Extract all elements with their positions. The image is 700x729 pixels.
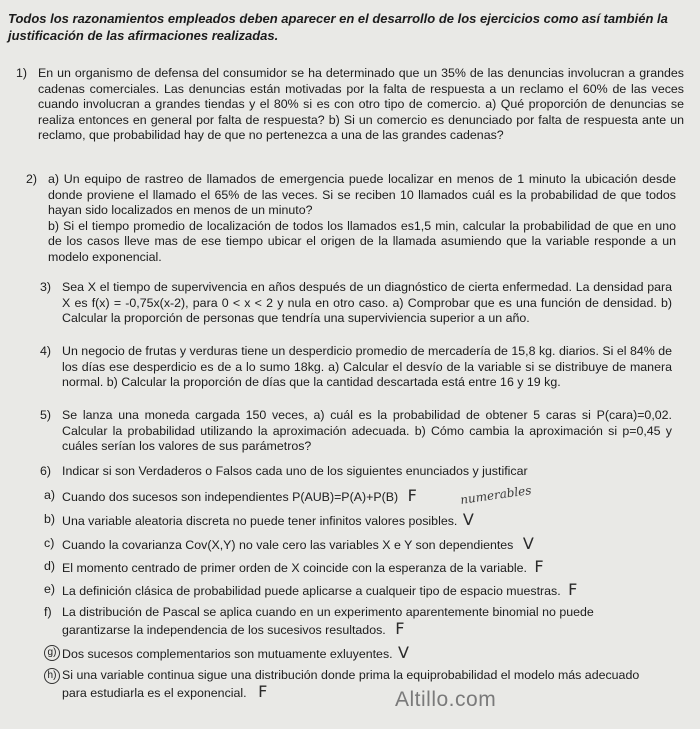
problem-number: 3) bbox=[40, 280, 52, 294]
problem-number: 4) bbox=[40, 344, 52, 358]
statement-h bbox=[47, 668, 662, 701]
problem-number: 2) bbox=[26, 172, 38, 186]
statement-f bbox=[44, 605, 662, 638]
problem-2 bbox=[26, 172, 676, 266]
statement-text: La distribución de Pascal se aplica cuando en un experimento aparentemente binomial no puede garantizarse la independencia de los sucesivos resultados. bbox=[62, 605, 594, 637]
statement-c bbox=[44, 534, 662, 554]
problem-text: Un negocio de frutas y verduras tiene un desperdicio promedio de mercadería de 15,8 kg. diarios. Si el 84% de los días ese desperdicio es de a lo sumo 18kg. a) Calcular el desvío de la variable si se distribuye de manera normal. b) Calcular la proporción de días que la cantidad descartada está entre 16 y 19 kg. bbox=[62, 344, 672, 390]
statement-label: e) bbox=[44, 582, 56, 596]
problem-text: Indicar si son Verdaderos o Falsos cada uno de los siguientes enunciados y justificar bbox=[62, 464, 528, 478]
problem-1 bbox=[16, 66, 684, 144]
statement-label: d) bbox=[44, 559, 56, 573]
statement-label-circled: h) bbox=[44, 668, 60, 684]
statement-text: Dos sucesos complementarios son mutuamente exluyentes. bbox=[62, 647, 393, 661]
instructions: Todos los razonamientos empleados deben aparecer en el desarrollo de los ejercicios como así también la justificación de las afirmaciones realizadas. bbox=[8, 11, 668, 43]
problem-4 bbox=[40, 344, 672, 391]
answer-mark: V bbox=[462, 510, 474, 529]
statement-label: a) bbox=[44, 488, 56, 502]
problem-text: Se lanza una moneda cargada 150 veces, a) cuál es la probabilidad de obtener 5 caras si P(cara)=0,02. Calcular la probabilidad utilizando la aproximación adecuada. b) Cómo cambia la aproximación si p=0,45 y cuáles serían los valores de sus parámetros? bbox=[62, 408, 672, 454]
statement-d bbox=[44, 557, 662, 577]
statement-label-circled: g) bbox=[44, 645, 60, 661]
statement-label: c) bbox=[44, 536, 55, 550]
problem-text: a) Un equipo de rastreo de llamados de emergencia puede localizar en menos de 1 minuto la ubicación desde donde proviene el llamado el 65% de las veces. Si se reciben 10 llamados cuál es la probabilidad de que todos hayan sido localizados en menos de un minuto? bbox=[48, 172, 676, 218]
statement-g bbox=[47, 643, 662, 663]
statement-e bbox=[44, 580, 662, 600]
statement-b bbox=[44, 510, 662, 530]
statement-label: b) bbox=[44, 512, 56, 526]
handwritten-note: numerables bbox=[459, 483, 533, 507]
problem-6 bbox=[40, 464, 672, 480]
answer-mark: F bbox=[407, 486, 417, 505]
answer-mark: F bbox=[258, 681, 268, 701]
answer-mark: F bbox=[534, 557, 544, 576]
statement-text: Una variable aleatoria discreta no puede tener infinitos valores posibles. bbox=[62, 514, 458, 528]
problem-5 bbox=[40, 408, 672, 455]
problem-text: En un organismo de defensa del consumidor se ha determinado que un 35% de las denuncias involucran a grandes cadenas comerciales. Las denuncias están motivadas por la falta de respuesta a un reclamo el 60% de las veces cuando involucran a grandes tiendas y el 80% si es con otro tipo de comercio. a) Qué proporción de denuncias se realiza entonces en general por falta de respuesta? b) Si un comercio es denunciado por falta de respuesta ante un reclamo, que probabilidad hay de que no pertenezca a una de las grandes cadenas? bbox=[38, 66, 684, 143]
answer-mark: V bbox=[522, 534, 534, 553]
problem-number: 5) bbox=[40, 408, 52, 422]
statement-text: Cuando la covarianza Cov(X,Y) no vale cero las variables X e Y son dependientes bbox=[62, 538, 514, 552]
problem-3 bbox=[40, 280, 672, 327]
statement-text: Cuando dos sucesos son independientes P(AUB)=P(A)+P(B) bbox=[62, 490, 399, 504]
statement-text: El momento centrado de primer orden de X coincide con la esperanza de la variable. bbox=[62, 561, 527, 575]
statement-label: f) bbox=[44, 605, 52, 619]
statement-text: Si una variable continua sigue una distribución donde prima la equiprobabilidad el modelo más adecuado para estudiarla es el exponencial. bbox=[62, 668, 640, 700]
answer-mark: V bbox=[398, 643, 409, 662]
problem-number: 6) bbox=[40, 464, 52, 478]
answer-mark: F bbox=[395, 618, 405, 638]
problem-number: 1) bbox=[16, 66, 28, 80]
problem-text-b: b) Si el tiempo promedio de localización de todos los llamados es1,5 min, calcular la probabilidad de que en uno de los casos lleve mas de ese tiempo ubicar el origen de la llamada asumiendo que la variable responde a un modelo exponencial. bbox=[48, 218, 676, 264]
problem-text: Sea X el tiempo de supervivencia en años después de un diagnóstico de cierta enfermedad. La densidad para X es f(x) = -0,75x(x-2), para 0 < x < 2 y nula en otro caso. a) Comprobar que es una función de densidad. b) Calcular la proporción de personas que tendría una superviviencia superior a un año. bbox=[62, 280, 672, 326]
answer-mark: F bbox=[568, 580, 578, 599]
statement-text: La definición clásica de probabilidad puede aplicarse a cualqueir tipo de espacio muestras. bbox=[62, 584, 561, 598]
watermark: Altillo.com bbox=[395, 688, 497, 711]
